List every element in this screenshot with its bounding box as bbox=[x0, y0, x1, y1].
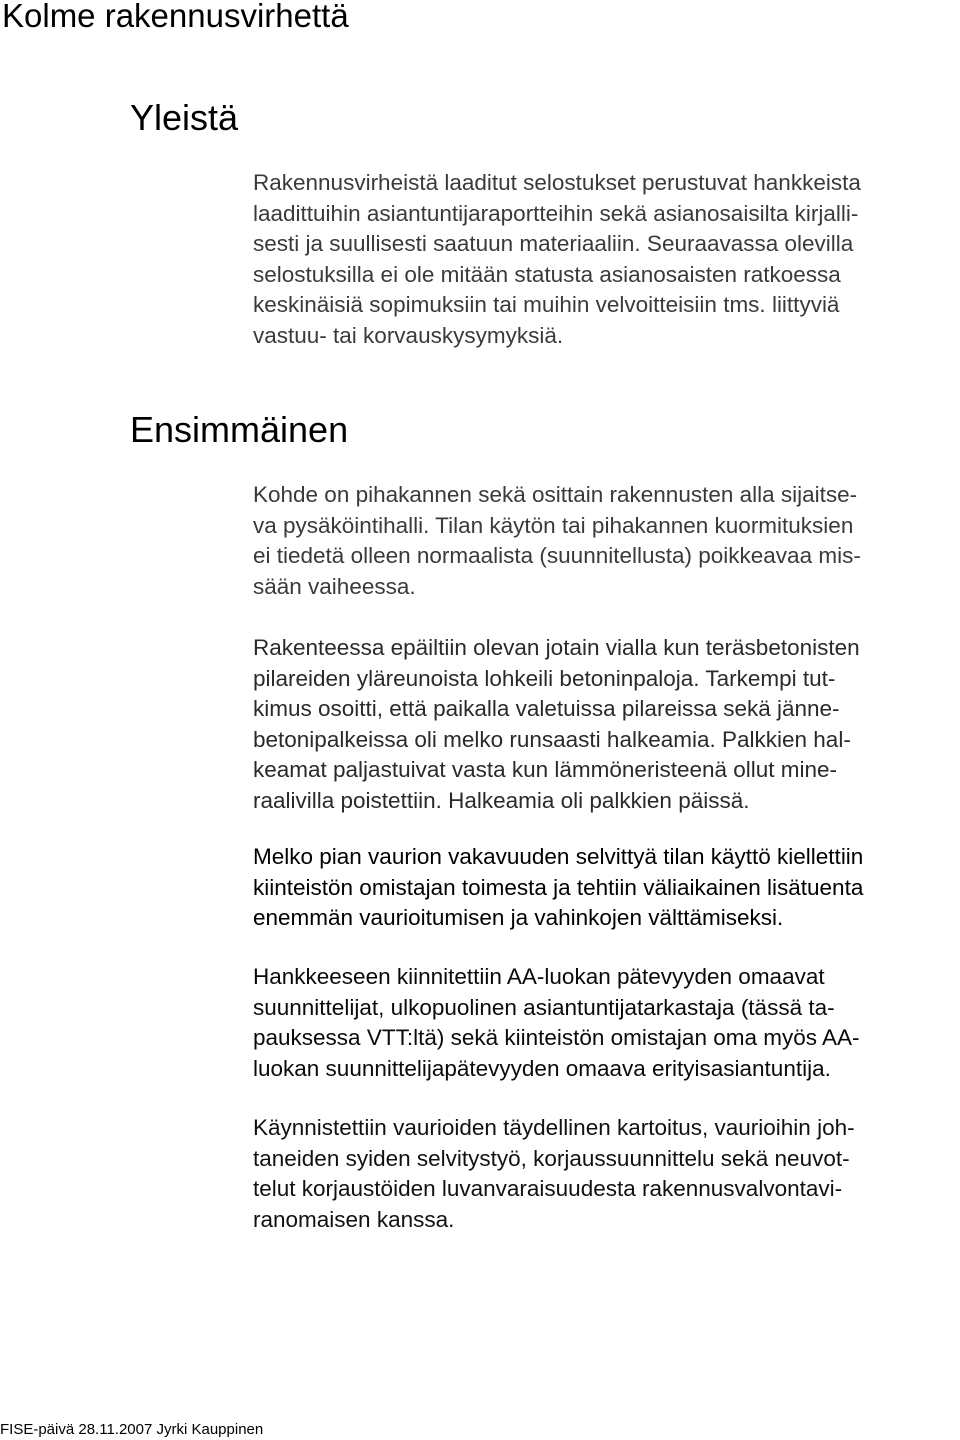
paragraph-yleista bbox=[253, 168, 959, 351]
text-line: raalivilla poistettiin. Halkeamia oli palkkien päissä. bbox=[253, 787, 750, 813]
text-line: keamat paljastuivat vasta kun lämmöneristeenä ollut mine- bbox=[253, 757, 838, 782]
document-title: Kolme rakennusvirhettä bbox=[2, 0, 349, 34]
text-line: pauksessa VTT:ltä) sekä kiinteistön omistajan oma myös AA- bbox=[253, 1025, 860, 1050]
text-line: va pysäköintihalli. Tilan käytön tai pihakannen kuormituksien bbox=[253, 512, 854, 538]
paragraph-kaynnistettiin bbox=[253, 1113, 959, 1235]
text-line: Rakenteessa epäiltiin olevan jotain vialla kun teräsbetonisten bbox=[253, 635, 860, 660]
text-line: kimus osoitti, että paikalla valetuissa pilareissa sekä jänne- bbox=[253, 696, 840, 721]
text-line: selostuksilla ei ole mitään statusta asianosaisten ratkoessa bbox=[253, 261, 841, 287]
text-line: vastuu- tai korvauskysymyksiä. bbox=[253, 322, 564, 348]
page-footer: FISE-päivä 28.11.2007 Jyrki Kauppinen bbox=[0, 1421, 264, 1438]
text-line: sään vaiheessa. bbox=[253, 573, 416, 599]
text-line: keskinäisiä sopimuksiin tai muihin velvoitteisiin tms. liittyviä bbox=[253, 292, 840, 317]
text-line: Hankkeeseen kiinnitettiin AA-luokan pätevyyden omaavat bbox=[253, 964, 825, 989]
paragraph-kohde bbox=[253, 480, 959, 602]
paragraph-hankkeeseen bbox=[253, 962, 959, 1084]
text-line: laadittuihin asiantuntijaraportteihin sekä asianosaisilta kirjalli- bbox=[253, 200, 859, 226]
paragraph-melko-pian bbox=[253, 842, 959, 934]
paragraph-rakenteessa bbox=[253, 633, 959, 816]
text-line: enemmän vaurioitumisen ja vahinkojen välttämiseksi. bbox=[253, 905, 784, 930]
section-heading-yleista: Yleistä bbox=[130, 97, 239, 138]
text-line: Kohde on pihakannen sekä osittain rakennusten alla sijaitse- bbox=[253, 482, 858, 507]
section-heading-ensimmainen: Ensimmäinen bbox=[130, 409, 349, 450]
text-line: taneiden syiden selvitystyö, korjaussuunnittelu sekä neuvot- bbox=[253, 1145, 850, 1171]
text-line: luokan suunnittelijapätevyyden omaava erityisasiantuntija. bbox=[253, 1055, 831, 1081]
text-line: pilareiden yläreunoista lohkeili betoninpaloja. Tarkempi tut- bbox=[253, 665, 836, 691]
text-line: sesti ja suullisesti saatuun materiaaliin. Seuraavassa olevilla bbox=[253, 231, 854, 256]
text-line: Käynnistettiin vaurioiden täydellinen kartoitus, vaurioihin joh- bbox=[253, 1115, 855, 1140]
text-line: telut korjaustöiden luvanvaraisuudesta rakennusvalvontavi- bbox=[253, 1176, 843, 1201]
text-line: Rakennusvirheistä laaditut selostukset perustuvat hankkeista bbox=[253, 170, 861, 195]
text-line: suunnittelijat, ulkopuolinen asiantuntijatarkastaja (tässä ta- bbox=[253, 994, 835, 1020]
text-line: betonipalkeissa oli melko runsaasti halkeamia. Palkkien hal- bbox=[253, 726, 851, 752]
text-line: kiinteistön omistajan toimesta ja tehtiin väliaikainen lisätuenta bbox=[253, 874, 864, 900]
text-line: ei tiedetä olleen normaalista (suunnitellusta) poikkeavaa mis- bbox=[253, 543, 861, 568]
text-line: Melko pian vaurion vakavuuden selvittyä tilan käyttö kiellettiin bbox=[253, 844, 864, 869]
text-line: ranomaisen kanssa. bbox=[253, 1206, 455, 1232]
